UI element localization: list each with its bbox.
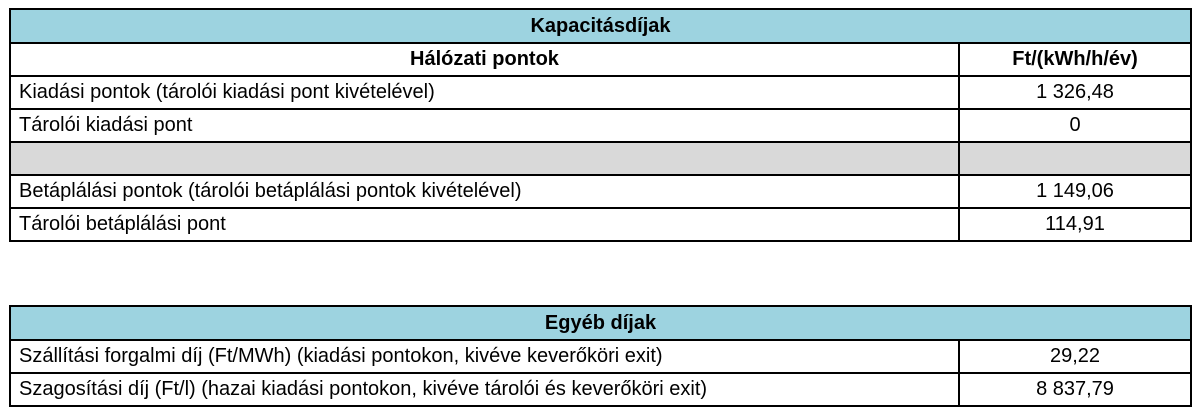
table-row (10, 373, 1191, 406)
row-label (10, 142, 959, 175)
row-value: 0 (959, 109, 1191, 142)
row-value: 8 837,79 (959, 373, 1191, 406)
row-value: 29,22 (959, 340, 1191, 373)
capacity-title-row (10, 9, 1191, 43)
row-label: Szállítási forgalmi díj (Ft/MWh) (kiadási pontokon, kivéve keverőköri exit) (10, 340, 959, 373)
table-row (10, 208, 1191, 241)
row-value: 114,91 (959, 208, 1191, 241)
points-column-header: Hálózati pontok (10, 43, 959, 76)
capacity-title: Kapacitásdíjak (10, 9, 1191, 43)
row-label: Tárolói kiadási pont (10, 109, 959, 142)
other-fees-table (9, 305, 1192, 407)
table-row (10, 76, 1191, 109)
unit-column-header: Ft/(kWh/h/év) (959, 43, 1191, 76)
row-label: Tárolói betáplálási pont (10, 208, 959, 241)
row-value: 1 326,48 (959, 76, 1191, 109)
table-row (10, 340, 1191, 373)
capacity-fees-table (9, 8, 1192, 242)
other-title: Egyéb díjak (10, 306, 1191, 340)
other-title-row (10, 306, 1191, 340)
separator-row (10, 142, 1191, 175)
row-label: Szagosítási díj (Ft/l) (hazai kiadási pontokon, kivéve tárolói és keverőköri exit) (10, 373, 959, 406)
row-label: Betáplálási pontok (tárolói betáplálási pontok kivételével) (10, 175, 959, 208)
capacity-header-row (10, 43, 1191, 76)
row-value: 1 149,06 (959, 175, 1191, 208)
row-label: Kiadási pontok (tárolói kiadási pont kivételével) (10, 76, 959, 109)
table-row (10, 109, 1191, 142)
table-row (10, 175, 1191, 208)
row-value (959, 142, 1191, 175)
